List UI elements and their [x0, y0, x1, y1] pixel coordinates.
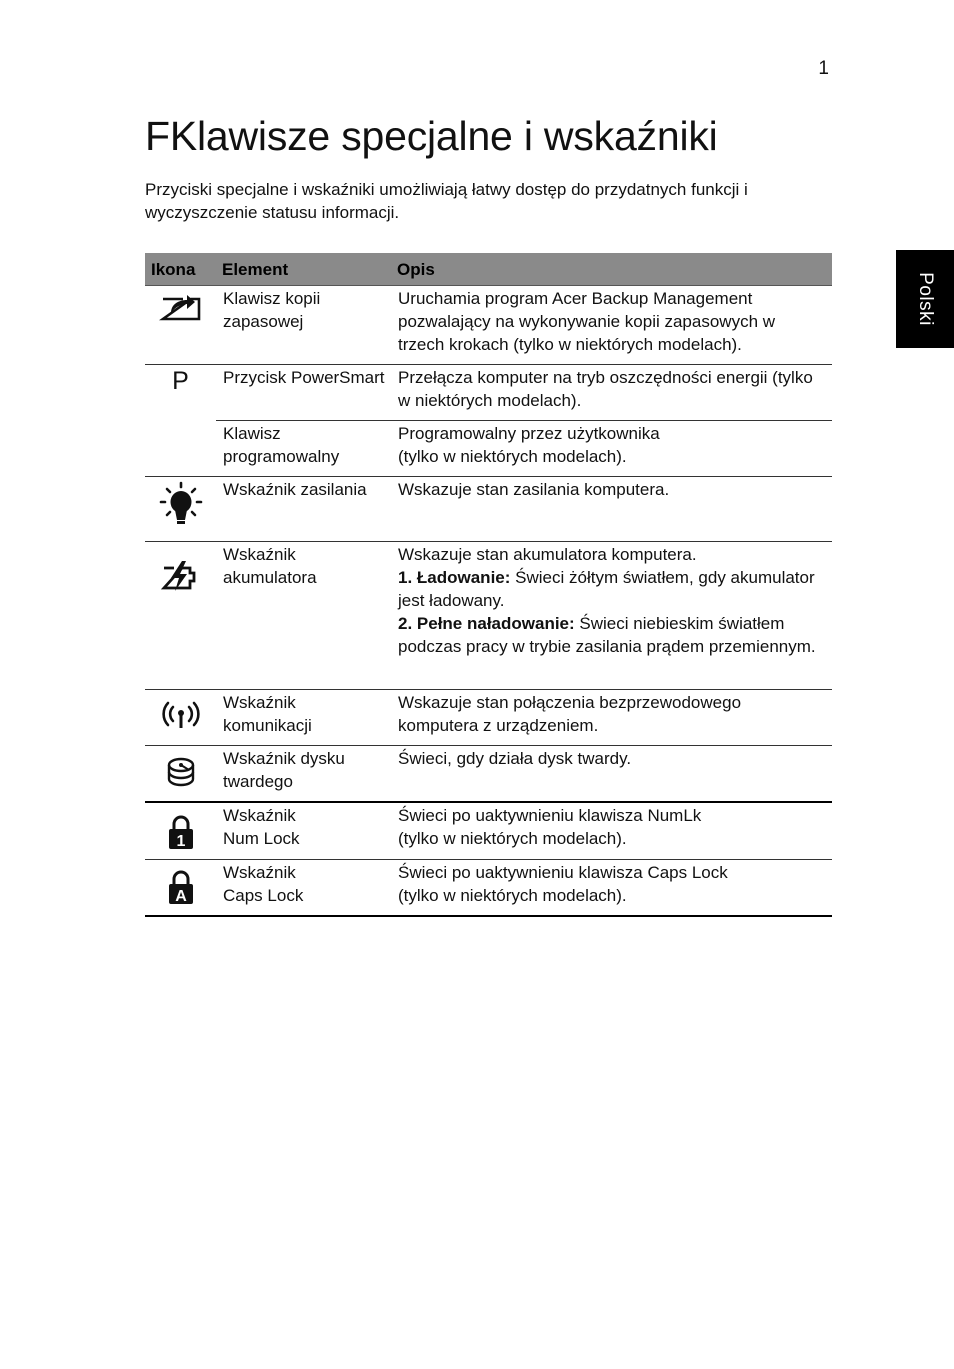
element-line: Wskaźnik [223, 862, 296, 882]
description-cell: Uruchamia program Acer Backup Management pozwalający na wykonywanie kopii zapasowych w trzech krokach (tylko w niektórych modelach). [391, 286, 832, 365]
table-row [145, 286, 832, 365]
description-cell: Wskazuje stan zasilania komputera. [391, 477, 832, 542]
description-cell [391, 421, 832, 477]
description-cell [391, 802, 832, 859]
element-cell [216, 859, 391, 916]
intro-paragraph: Przyciski specjalne i wskaźniki umożliwiają łatwy dostęp do przydatnych funkcji i wyczyszczenie statusu informacji. [145, 180, 748, 222]
charging-text: Świeci żółtym światłem, gdy akumulator jest ładowany. [398, 568, 815, 610]
description-cell: Przełącza komputer na tryb oszczędności energii (tylko w niektórych modelach). [391, 365, 832, 421]
element-cell: Przycisk PowerSmart [216, 365, 391, 421]
table-header-row [145, 253, 832, 286]
table-row [145, 421, 832, 477]
language-tab [896, 250, 954, 348]
description-cell [391, 859, 832, 916]
capslock-glyph: A [174, 887, 187, 905]
full-charge-text: Świeci niebieskim światłem podczas pracy w trybie zasilania prądem przemiennym. [398, 614, 816, 656]
capslock-icon [166, 869, 196, 911]
backup-icon [159, 289, 203, 329]
table-row [145, 690, 832, 746]
element-cell: Wskaźnik zasilania [216, 477, 391, 542]
description-line: (tylko w niektórych modelach). [398, 829, 627, 848]
header-description: Opis [391, 253, 832, 286]
description-line: Programowalny przez użytkownika [398, 424, 660, 443]
element-cell [216, 802, 391, 859]
element-cell: Klawisz kopii zapasowej [216, 286, 391, 365]
table-row [145, 477, 832, 542]
element-line: Caps Lock [223, 885, 304, 905]
page-title: FKlawisze specjalne i wskaźniki [145, 113, 718, 159]
page-number: 1 [818, 58, 829, 79]
table-row [145, 859, 832, 916]
element-line: Wskaźnik [223, 806, 296, 825]
description-line: (tylko w niektórych modelach). [398, 447, 627, 466]
description-line: Wskazuje stan akumulatora komputera. [398, 545, 697, 564]
table-row [145, 802, 832, 859]
language-tab-label: Polski [915, 272, 936, 326]
full-charge-label: 2. Pełne naładowanie: [398, 614, 575, 633]
element-line: Num Lock [223, 829, 300, 848]
powersmart-p-icon: P [172, 367, 189, 395]
description-cell: Świeci, gdy działa dysk twardy. [391, 746, 832, 803]
element-cell: Wskaźnik komunikacji [216, 690, 391, 746]
header-icon: Ikona [145, 253, 216, 286]
description-line: Świeci po uaktywnieniu klawisza Caps Lock [398, 862, 728, 882]
table-row [145, 746, 832, 803]
battery-indicator-icon [160, 559, 202, 599]
numlock-icon [166, 814, 196, 856]
element-cell: Wskaźnik dysku twardego [216, 746, 391, 803]
hdd-indicator-icon [164, 755, 198, 795]
wireless-indicator-icon [160, 699, 202, 737]
element-cell: Klawisz programowalny [216, 421, 391, 477]
charging-label: 1. Ładowanie: [398, 568, 511, 587]
element-cell: Wskaźnik akumulatora [216, 542, 391, 690]
description-cell: Wskazuje stan połączenia bezprzewodowego komputera z urządzeniem. [391, 690, 832, 746]
numlock-glyph: 1 [176, 833, 185, 850]
description-cell [391, 542, 832, 690]
indicators-table [145, 253, 832, 917]
header-element: Element [216, 253, 391, 286]
table-row [145, 365, 832, 421]
description-line: Świeci po uaktywnieniu klawisza NumLk [398, 806, 702, 825]
table-row [145, 542, 832, 690]
power-indicator-icon [158, 480, 204, 538]
description-line: (tylko w niektórych modelach). [398, 885, 627, 905]
